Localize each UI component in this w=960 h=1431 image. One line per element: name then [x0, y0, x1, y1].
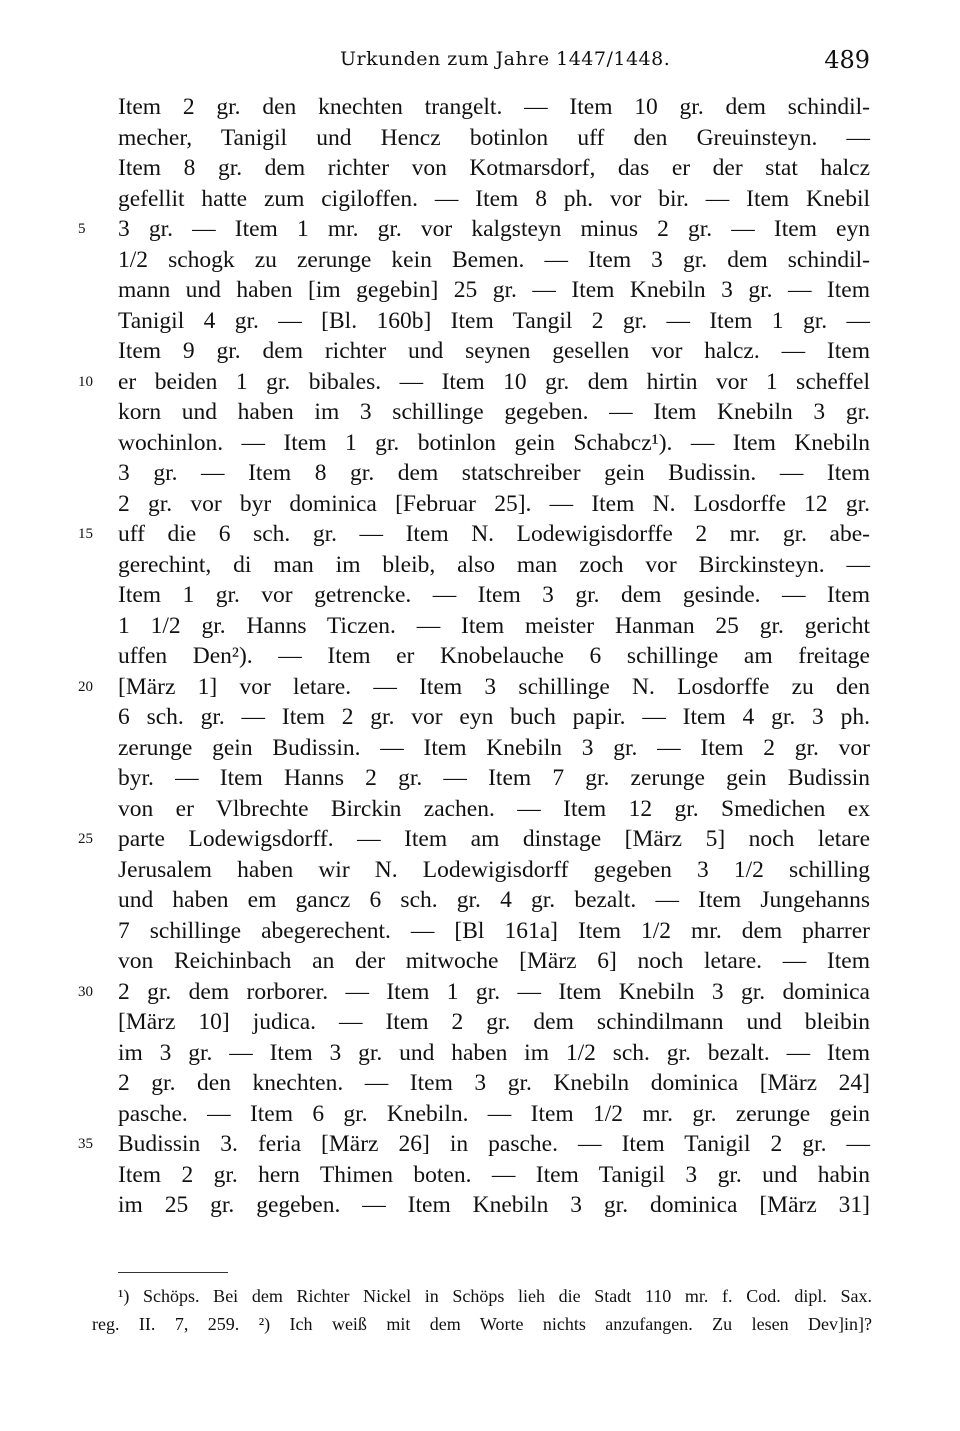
text-line: [0, 824, 960, 855]
footnote-line: reg. II. 7, 259. ²) Ich weiß mit dem Worte nichts anzufangen. Zu lesen Dev]in]?: [92, 1314, 872, 1334]
text-line: [0, 428, 960, 459]
text-line: [0, 580, 960, 611]
line-text: 7 schillinge abegerechent. — [Bl 161a] Item 1/2 mr. dem pharrer: [118, 917, 870, 944]
footnotes: [92, 1282, 872, 1338]
line-number: 15: [78, 526, 93, 542]
text-line: [0, 1007, 960, 1038]
text-line: [0, 702, 960, 733]
text-line: [0, 733, 960, 764]
text-line: [0, 977, 960, 1008]
main-text: [0, 92, 960, 1221]
text-line: [0, 275, 960, 306]
line-text: Item 1 gr. vor getrencke. — Item 3 gr. dem gesinde. — Item: [118, 582, 870, 608]
line-number: 25: [78, 831, 93, 847]
text-line: [0, 855, 960, 886]
line-text: 6 sch. gr. — Item 2 gr. vor eyn buch papir. — Item 4 gr. 3 ph.: [118, 704, 870, 730]
line-text: mann und haben [im gegebin] 25 gr. — Item Knebiln 3 gr. — Item: [118, 277, 870, 303]
line-text: uff die 6 sch. gr. — Item N. Lodewigisdorffe 2 mr. gr. abe-: [118, 521, 870, 547]
line-text: Jerusalem haben wir N. Lodewigisdorff gegeben 3 1/2 schilling: [118, 856, 870, 883]
line-text: Item 8 gr. dem richter von Kotmarsdorf, das er der stat halcz: [118, 155, 870, 181]
line-text: Tanigil 4 gr. — [Bl. 160b] Item Tangil 2 gr. — Item 1 gr. —: [118, 307, 870, 334]
text-line: [0, 306, 960, 337]
line-text: gerechint, di man im bleib, also man zoch vor Birckinsteyn. —: [118, 551, 870, 578]
text-line: [0, 1160, 960, 1191]
footnote-line: ¹) Schöps. Bei dem Richter Nickel in Schöps lieh die Stadt 110 mr. f. Cod. dipl. Sax.: [118, 1286, 872, 1306]
line-text: parte Lodewigsdorff. — Item am dinstage [März 5] noch letare: [118, 826, 870, 852]
page-header: [118, 38, 870, 82]
line-text: 2 gr. vor byr dominica [Februar 25]. — Item N. Losdorffe 12 gr.: [118, 490, 870, 517]
line-number: 10: [78, 373, 93, 390]
line-text: und haben em gancz 6 sch. gr. 4 gr. bezalt. — Item Jungehanns: [118, 887, 870, 913]
text-line: [0, 550, 960, 581]
line-text: mecher, Tanigil und Hencz botinlon uff den Greuinsteyn. —: [118, 124, 870, 151]
text-line: [0, 1129, 960, 1160]
text-line: [0, 397, 960, 428]
text-line: [0, 641, 960, 672]
text-line: [0, 214, 960, 245]
line-text: 2 gr. dem rorborer. — Item 1 gr. — Item Knebiln 3 gr. dominica: [118, 978, 870, 1005]
line-number: 35: [78, 1136, 93, 1152]
text-line: [0, 92, 960, 123]
line-text: korn und haben im 3 schillinge gegeben. — Item Knebiln 3 gr.: [118, 399, 870, 425]
line-text: 2 gr. den knechten. — Item 3 gr. Knebiln dominica [März 24]: [118, 1070, 870, 1096]
text-line: [0, 885, 960, 916]
text-line: [0, 336, 960, 367]
running-title: Urkunden zum Jahre 1447/1448.: [340, 48, 671, 70]
line-text: er beiden 1 gr. bibales. — Item 10 gr. dem hirtin vor 1 scheffel: [118, 368, 870, 395]
text-line: [0, 763, 960, 794]
line-text: uffen Den²). — Item er Knobelauche 6 schillinge am freitage: [118, 643, 870, 669]
line-text: Budissin 3. feria [März 26] in pasche. — Item Tanigil 2 gr. —: [118, 1131, 870, 1157]
text-line: [0, 123, 960, 154]
line-text: 1/2 schogk zu zerunge kein Bemen. — Item 3 gr. dem schindil-: [118, 246, 870, 273]
line-number: 5: [78, 221, 86, 237]
line-number: 30: [78, 983, 93, 1000]
line-text: Item 2 gr. den knechten trangelt. — Item 10 gr. dem schindil-: [118, 94, 870, 120]
text-line: [0, 489, 960, 520]
text-line: [0, 1038, 960, 1069]
line-text: [März 10] judica. — Item 2 gr. dem schindilmann und bleibin: [118, 1009, 870, 1035]
line-text: Item 9 gr. dem richter und seynen gesellen vor halcz. — Item: [118, 338, 870, 364]
text-line: [0, 916, 960, 947]
page-number: 489: [824, 46, 870, 74]
text-line: [0, 184, 960, 215]
text-line: [0, 672, 960, 703]
line-text: im 3 gr. — Item 3 gr. und haben im 1/2 sch. gr. bezalt. — Item: [118, 1039, 870, 1066]
text-line: [0, 367, 960, 398]
line-text: pasche. — Item 6 gr. Knebiln. — Item 1/2 mr. gr. zerunge gein: [118, 1100, 870, 1127]
text-line: [0, 519, 960, 550]
text-line: [0, 611, 960, 642]
line-text: wochinlon. — Item 1 gr. botinlon gein Schabcz¹). — Item Knebiln: [118, 429, 870, 456]
text-line: [0, 1099, 960, 1130]
line-text: Item 2 gr. hern Thimen boten. — Item Tanigil 3 gr. und habin: [118, 1161, 870, 1188]
line-text: 3 gr. — Item 1 mr. gr. vor kalgsteyn minus 2 gr. — Item eyn: [118, 216, 870, 242]
line-text: im 25 gr. gegeben. — Item Knebiln 3 gr. dominica [März 31]: [118, 1192, 870, 1218]
footnote-divider: [118, 1272, 228, 1273]
text-line: [0, 245, 960, 276]
text-line: [0, 946, 960, 977]
line-text: 1 1/2 gr. Hanns Ticzen. — Item meister Hanman 25 gr. gericht: [118, 612, 870, 639]
text-line: [0, 1068, 960, 1099]
line-text: von Reichinbach an der mitwoche [März 6] noch letare. — Item: [118, 948, 870, 974]
text-line: [0, 458, 960, 489]
line-text: von er Vlbrechte Birckin zachen. — Item 12 gr. Smedichen ex: [118, 795, 870, 822]
line-text: byr. — Item Hanns 2 gr. — Item 7 gr. zerunge gein Budissin: [118, 765, 870, 791]
line-text: zerunge gein Budissin. — Item Knebiln 3 gr. — Item 2 gr. vor: [118, 734, 870, 761]
line-text: [März 1] vor letare. — Item 3 schillinge N. Losdorffe zu den: [118, 673, 870, 700]
text-line: [0, 153, 960, 184]
text-line: [0, 1190, 960, 1221]
line-text: 3 gr. — Item 8 gr. dem statschreiber gein Budissin. — Item: [118, 460, 870, 486]
text-line: [0, 794, 960, 825]
line-number: 20: [78, 678, 93, 695]
line-text: gefellit hatte zum cigiloffen. — Item 8 ph. vor bir. — Item Knebil: [118, 185, 870, 212]
